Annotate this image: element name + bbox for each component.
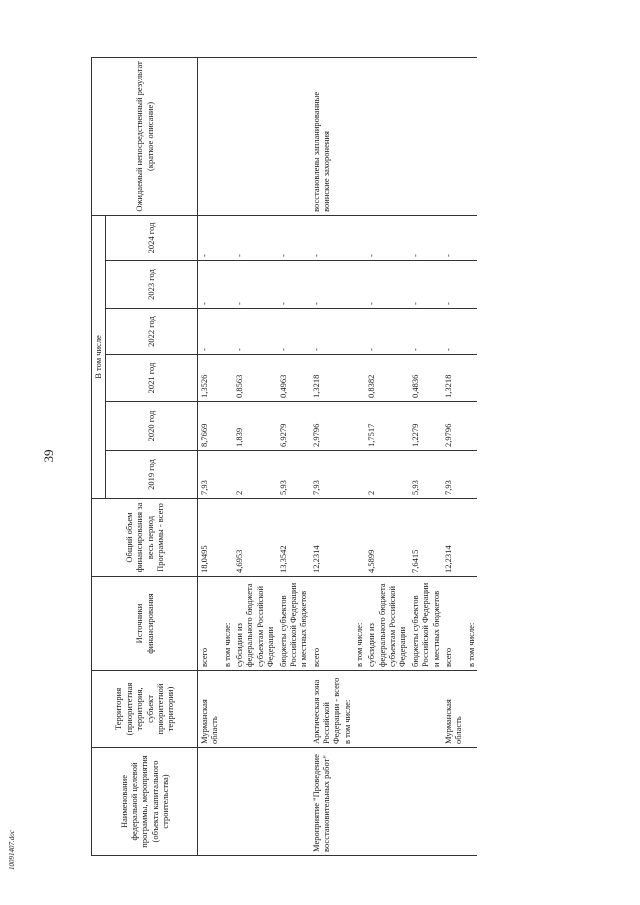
cell-y2022: -: [310, 309, 353, 355]
cell-territory: [465, 671, 477, 748]
cell-y2019: 2: [365, 451, 408, 499]
cell-y2023: -: [365, 261, 408, 309]
cell-y2020: 2,9796: [442, 402, 465, 451]
cell-name: [277, 748, 310, 856]
table-row: [365, 57, 408, 855]
cell-y2019: [353, 451, 365, 499]
cell-source: субсидии из федерального бюджета субъектам Российской Федерации: [233, 577, 276, 671]
cell-y2024: -: [233, 215, 276, 260]
header-in-total: В том числе: [92, 215, 106, 498]
financing-table: [91, 57, 477, 856]
header-2024: 2024 год: [106, 215, 198, 260]
cell-y2021: 0,8563: [233, 355, 276, 402]
rotated-table-container: [91, 58, 544, 856]
cell-result: [465, 57, 477, 215]
cell-result: [277, 57, 310, 215]
cell-y2022: -: [277, 309, 310, 355]
cell-y2021: 1,3218: [310, 355, 353, 402]
page-number: 39: [41, 449, 56, 463]
cell-name: [409, 748, 442, 856]
cell-source: в том числе:: [465, 577, 477, 671]
header-2019: 2019 год: [106, 451, 198, 499]
cell-name: [353, 748, 365, 856]
cell-y2023: [221, 261, 233, 309]
header-2021: 2021 год: [106, 355, 198, 402]
cell-result: [365, 57, 408, 215]
cell-y2023: -: [310, 261, 353, 309]
table-body: [198, 57, 477, 855]
cell-result: [198, 57, 221, 215]
cell-y2024: -: [409, 215, 442, 260]
cell-total: 12,2314: [310, 499, 353, 577]
cell-total: 12,2314: [442, 499, 465, 577]
cell-territory: Мурманская область: [442, 671, 465, 748]
cell-y2020: [221, 402, 233, 451]
cell-result: [353, 57, 365, 215]
cell-y2024: -: [277, 215, 310, 260]
cell-y2024: [221, 215, 233, 260]
cell-territory: Арктическая зона Российской Федерации - всего в том числе:: [310, 671, 353, 748]
cell-total: 7,6415: [409, 499, 442, 577]
cell-y2021: 1,3526: [198, 355, 221, 402]
cell-territory: [277, 671, 310, 748]
table-row: [233, 57, 276, 855]
cell-y2024: -: [442, 215, 465, 260]
cell-y2022: -: [365, 309, 408, 355]
cell-y2021: [221, 355, 233, 402]
header-total: Общий объем финансирования за весь период Программы - всего: [92, 499, 198, 577]
cell-source: субсидии из федерального бюджета субъектам Российской Федерации: [365, 577, 408, 671]
cell-territory: [233, 671, 276, 748]
cell-name: [442, 748, 465, 856]
cell-y2023: [353, 261, 365, 309]
cell-y2023: -: [409, 261, 442, 309]
cell-result: [409, 57, 442, 215]
cell-name: [198, 748, 221, 856]
cell-y2020: 2,9796: [310, 402, 353, 451]
table-row: [465, 57, 477, 855]
header-2023: 2023 год: [106, 261, 198, 309]
cell-territory: [221, 671, 233, 748]
cell-source: всего: [198, 577, 221, 671]
cell-y2022: -: [233, 309, 276, 355]
cell-name: [233, 748, 276, 856]
cell-y2022: -: [442, 309, 465, 355]
cell-y2021: [465, 355, 477, 402]
cell-y2019: 7,93: [310, 451, 353, 499]
cell-y2019: 7,93: [442, 451, 465, 499]
cell-y2019: [221, 451, 233, 499]
cell-y2019: 5,93: [409, 451, 442, 499]
cell-source: в том числе:: [221, 577, 233, 671]
cell-result: [233, 57, 276, 215]
cell-name: Мероприятие "Проведение восстановительных работ": [310, 748, 353, 856]
cell-source: всего: [310, 577, 353, 671]
cell-y2024: -: [310, 215, 353, 260]
cell-y2022: [221, 309, 233, 355]
table-row: [221, 57, 233, 855]
cell-y2020: [465, 402, 477, 451]
cell-result: [442, 57, 465, 215]
cell-total: [221, 499, 233, 577]
cell-total: 13,3542: [277, 499, 310, 577]
table-row: [442, 57, 465, 855]
header-sources: Источники финансирования: [92, 577, 198, 671]
header-2022: 2022 год: [106, 309, 198, 355]
table-row: [277, 57, 310, 855]
cell-name: [365, 748, 408, 856]
cell-source: в том числе:: [353, 577, 365, 671]
header-result: Ожидаемый непосредственный результат (краткое описание): [92, 57, 198, 215]
header-territory: Территория (приоритетная территория, субъект приоритетной территории): [92, 671, 198, 748]
cell-y2023: [465, 261, 477, 309]
cell-y2023: -: [277, 261, 310, 309]
cell-y2024: -: [365, 215, 408, 260]
cell-name: [465, 748, 477, 856]
header-name: Наименование федеральной целевой программы, мероприятия (объекта капитального строительства): [92, 748, 198, 856]
cell-y2022: -: [409, 309, 442, 355]
cell-y2022: [353, 309, 365, 355]
cell-total: [353, 499, 365, 577]
cell-territory: [365, 671, 408, 748]
table-row: [310, 57, 353, 855]
cell-y2019: 7,93: [198, 451, 221, 499]
cell-y2023: -: [442, 261, 465, 309]
cell-y2019: [465, 451, 477, 499]
table-row: [353, 57, 365, 855]
cell-y2021: 0,4963: [277, 355, 310, 402]
cell-y2021: [353, 355, 365, 402]
cell-total: 18,0495: [198, 499, 221, 577]
cell-y2020: 8,7669: [198, 402, 221, 451]
cell-source: всего: [442, 577, 465, 671]
cell-territory: Мурманская область: [198, 671, 221, 748]
cell-y2024: -: [198, 215, 221, 260]
cell-y2024: [465, 215, 477, 260]
cell-total: 4,5899: [365, 499, 408, 577]
cell-y2023: -: [233, 261, 276, 309]
document-footer: 10091407.doc: [8, 830, 16, 870]
cell-result: [221, 57, 233, 215]
cell-y2021: 1,3218: [442, 355, 465, 402]
cell-source: бюджеты субъектов Российской Федерации и местных бюджетов: [277, 577, 310, 671]
cell-source: бюджеты субъектов Российской Федерации и местных бюджетов: [409, 577, 442, 671]
cell-y2020: 1,839: [233, 402, 276, 451]
header-2020: 2020 год: [106, 402, 198, 451]
cell-y2019: 5,93: [277, 451, 310, 499]
cell-y2021: 0,8382: [365, 355, 408, 402]
cell-y2019: 2: [233, 451, 276, 499]
table-row: [198, 57, 221, 855]
cell-territory: [353, 671, 365, 748]
cell-y2020: 1,2279: [409, 402, 442, 451]
cell-y2023: -: [198, 261, 221, 309]
cell-y2020: 1,7517: [365, 402, 408, 451]
cell-y2020: [353, 402, 365, 451]
cell-total: 4,6953: [233, 499, 276, 577]
table-row: [409, 57, 442, 855]
cell-y2020: 6,9279: [277, 402, 310, 451]
cell-y2022: -: [198, 309, 221, 355]
cell-territory: [409, 671, 442, 748]
cell-y2021: 0,4836: [409, 355, 442, 402]
cell-result: восстановлены запланированные воинские захоронения: [310, 57, 353, 215]
cell-total: [465, 499, 477, 577]
cell-y2024: [353, 215, 365, 260]
cell-y2022: [465, 309, 477, 355]
cell-name: [221, 748, 233, 856]
